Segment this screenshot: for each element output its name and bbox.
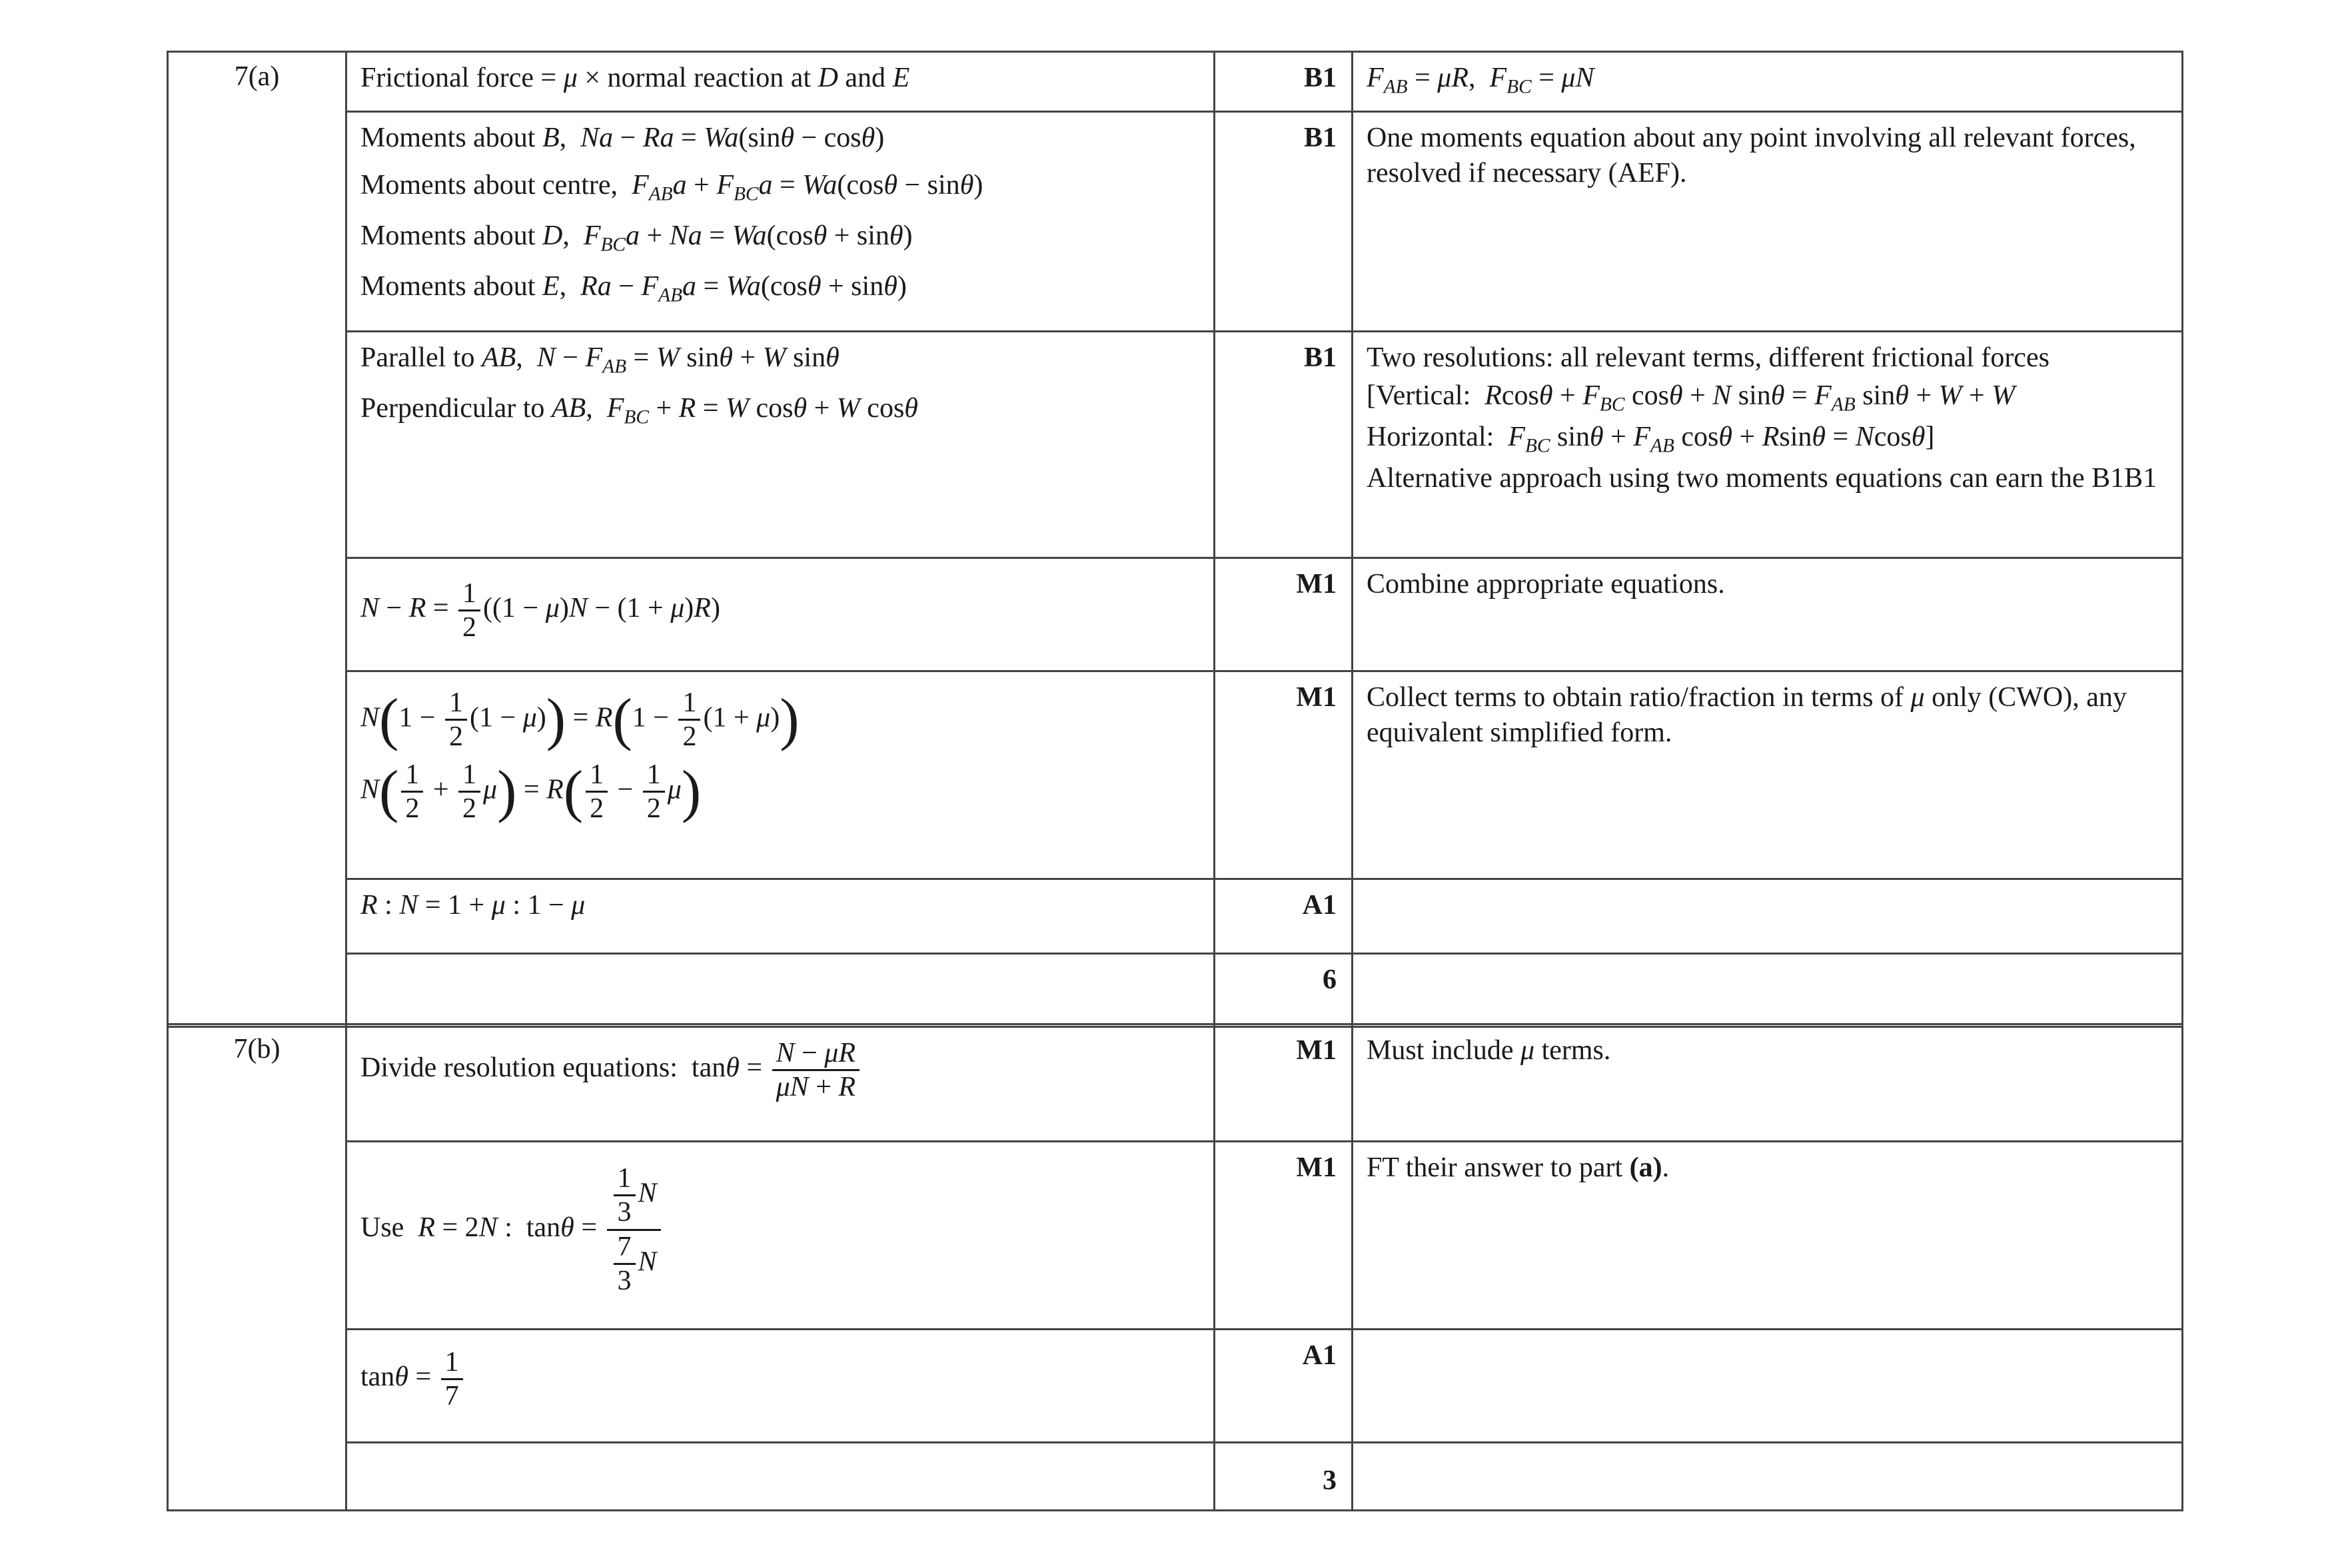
answer-text: Divide resolution equations: tanθ = $\frac{N - \mu R}{\mu N + R}$ [360, 1052, 862, 1083]
mark-cell: M1 [1215, 558, 1353, 671]
mark-cell: M1 [1215, 1142, 1353, 1330]
mark-cell: M1 [1215, 1024, 1353, 1142]
guidance-cell [1353, 879, 2183, 954]
guidance-cell [1353, 671, 2183, 879]
answer-text: tanθ = $\frac{1}{7}$ [360, 1362, 466, 1392]
question-label-7a: 7(a) [168, 52, 346, 1027]
answer-text: Use R = 2N : tanθ = $\frac{1}{3}$ N $\frac{7}{3}$ N [360, 1212, 664, 1243]
guidance-line: Two resolutions: all relevant terms, different frictional forces [1367, 342, 2049, 373]
guidance-cell [1353, 332, 2183, 558]
part-b-row-2 [168, 1142, 2183, 1330]
part-a-row-2 [168, 112, 2183, 332]
part-a-table [167, 51, 2183, 1028]
guidance-cell [1353, 1024, 2183, 1142]
answer-text: R : N = 1 + μ : 1 − μ [360, 890, 586, 921]
mark-cell: M1 [1215, 671, 1353, 879]
mark-cell: A1 [1215, 879, 1353, 954]
guidance-cell: Combine appropriate equations. [1353, 558, 2183, 671]
part-a-row-6 [168, 879, 2183, 954]
answer-line: Moments about E, $Ra - F_{AB}a = Wa(\cos\theta + \sin\theta)$ [360, 270, 907, 306]
question-label-7b: 7(b) [168, 1024, 346, 1511]
guidance-cell-empty [1353, 1443, 2183, 1511]
answer-line: Moments about B, Na − Ra = Wa(sinθ − cosθ) [360, 123, 885, 153]
part-a-row-3 [168, 332, 2183, 558]
answer-cell [346, 112, 1215, 332]
guidance-cell [1353, 1142, 2183, 1330]
part-a-row-1 [168, 52, 2183, 112]
answer-cell-empty [346, 954, 1215, 1027]
answer-cell [346, 879, 1215, 954]
part-b-row-3 [168, 1330, 2183, 1443]
guidance-cell [1353, 1330, 2183, 1443]
guidance-cell: One moments equation about any point involving all relevant forces, resolved if necessary (AEF). [1353, 112, 2183, 332]
total-mark-cell: 6 [1215, 954, 1353, 1027]
answer-line: Parallel to AB, $N - F_{AB} = W$ sinθ + W sinθ [360, 342, 840, 378]
answer-cell [346, 671, 1215, 879]
answer-cell [346, 1024, 1215, 1142]
answer-cell [346, 332, 1215, 558]
answer-cell [346, 52, 1215, 112]
part-b-total-row [168, 1443, 2183, 1511]
part-a-total-row [168, 954, 2183, 1027]
part-b-row-1 [168, 1024, 2183, 1142]
answer-line: Moments about D, $F_{BC}a + Na = Wa(\cos\theta + \sin\theta)$ [360, 220, 913, 256]
guidance-text: Must include μ terms. [1367, 1035, 1611, 1066]
answer-text: Frictional force = μ × normal reaction at D and E [360, 63, 910, 93]
mark-cell: B1 [1215, 52, 1353, 112]
answer-cell [346, 558, 1215, 671]
mark-cell: A1 [1215, 1330, 1353, 1443]
part-a-row-5 [168, 671, 2183, 879]
guidance-line: [Vertical: $Rcos\theta + F_{BC}$ cosθ + N $\sin\theta = F_{AB}$ sinθ + W + W [1367, 380, 2016, 415]
guidance-line: Horizontal: $F_{BC}$ $\sin\theta + F_{AB}$ cosθ + Rsinθ = Ncosθ] [1367, 421, 1935, 457]
guidance-cell-empty [1353, 954, 2183, 1027]
answer-text: N − R = $\frac{1}{2}$ ((1 − μ)N − (1 + μ)R) [360, 578, 720, 643]
guidance-cell [1353, 52, 2183, 112]
answer-cell-empty [346, 1443, 1215, 1511]
mark-cell: B1 [1215, 112, 1353, 332]
total-mark-cell: 3 [1215, 1443, 1353, 1511]
answer-line: N( $\frac{1}{2}$ + $\frac{1}{2}$ μ) = R( $\frac{1}{2}$ − $\frac{1}{2}$ μ) [360, 759, 702, 824]
guidance-line: Alternative approach using two moments equations can earn the B1B1 [1367, 462, 2157, 494]
part-b-table [167, 1023, 2183, 1511]
answer-cell [346, 1142, 1215, 1330]
guidance-text: Collect terms to obtain ratio/fraction in terms of μ only (CWO), any equivalent simplified form. [1367, 682, 2127, 748]
answer-line: Moments about centre, $F_{AB}a + F_{BC}a = Wa(\cos\theta - \sin\theta)$ [360, 169, 983, 204]
guidance-text: $F_{AB} = \mu R$, $F_{BC} = \mu N$ [1367, 63, 1594, 98]
answer-cell [346, 1330, 1215, 1443]
answer-line: N(1 − $\frac{1}{2}$ (1 − μ)) = R(1 − $\frac{1}{2}$ (1 + μ)) [360, 687, 800, 753]
mark-cell: B1 [1215, 332, 1353, 558]
part-a-row-4 [168, 558, 2183, 671]
guidance-text: FT their answer to part (a). [1367, 1152, 1670, 1183]
answer-line: Perpendicular to AB, $F_{BC} + R = W$ cosθ + W cosθ [360, 393, 918, 428]
